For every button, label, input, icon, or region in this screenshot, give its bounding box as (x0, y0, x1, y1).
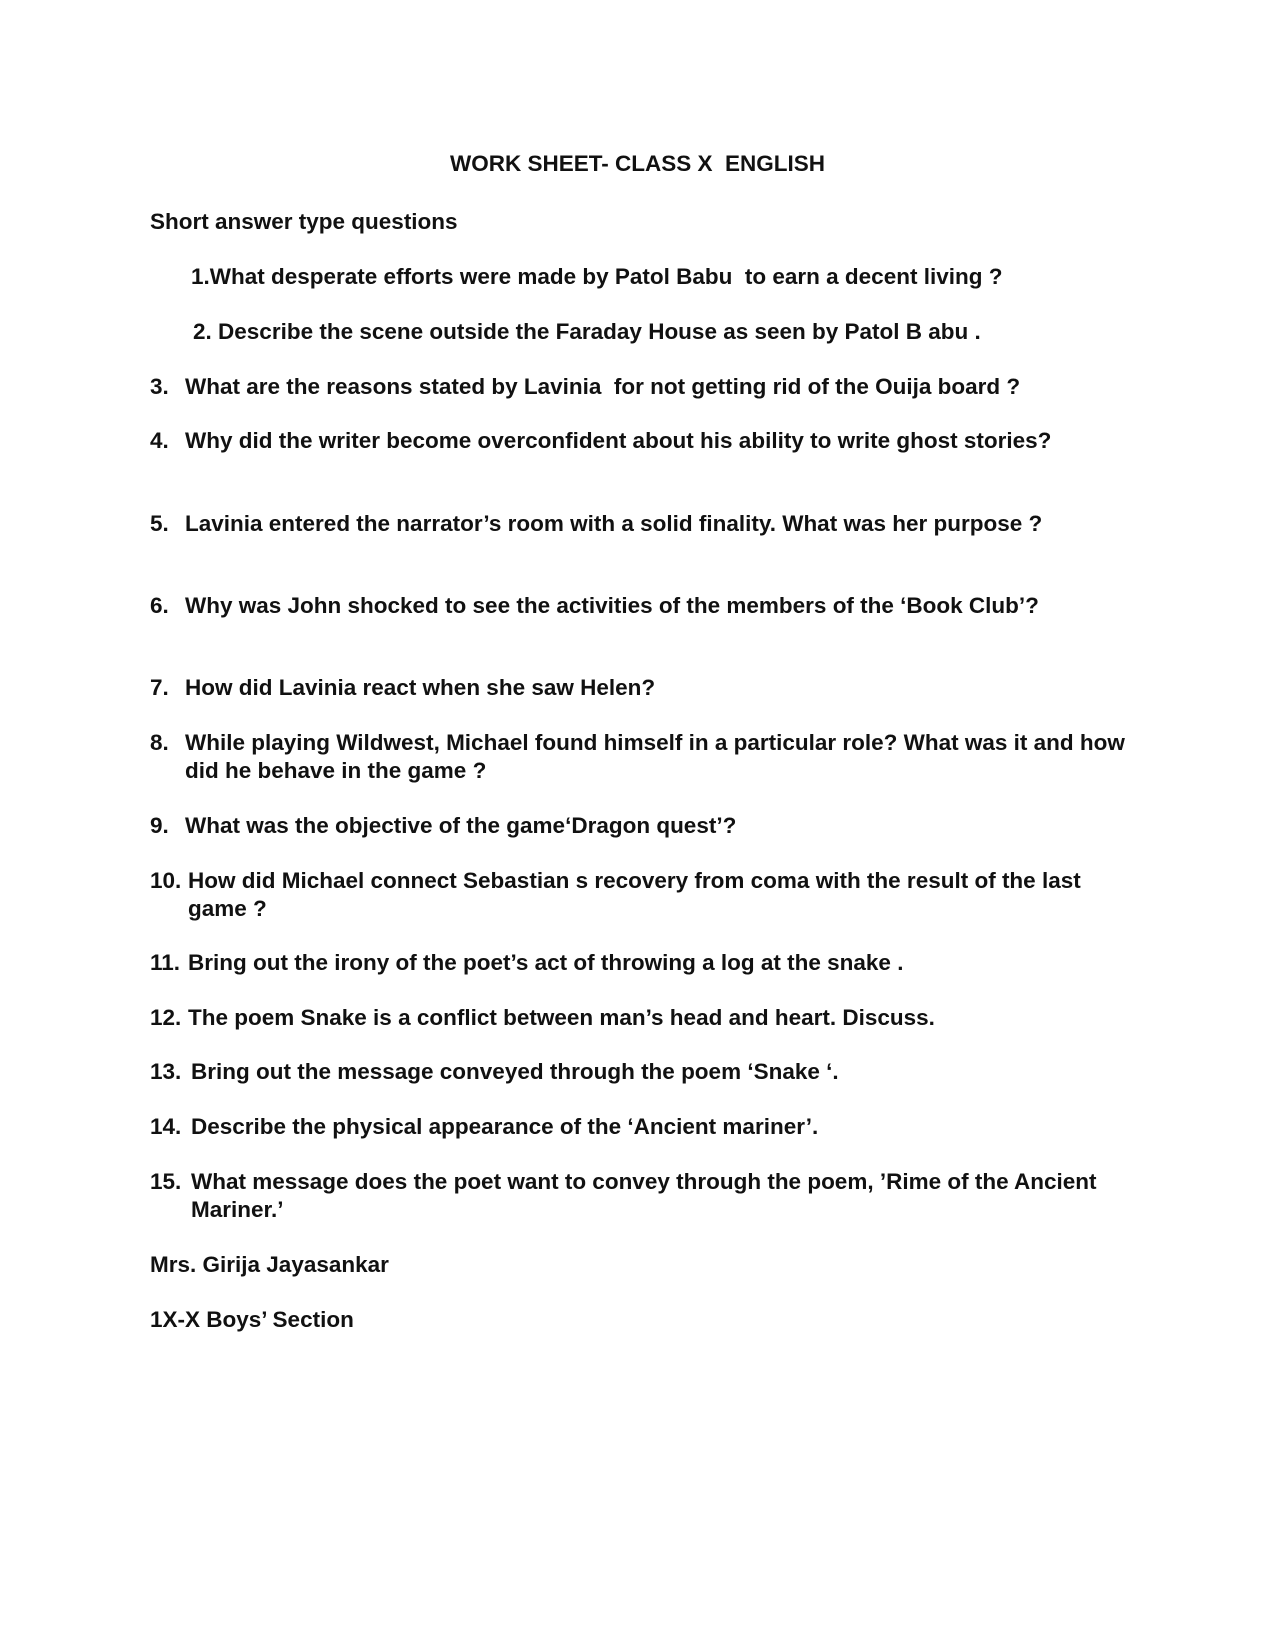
question-text: What desperate efforts were made by Patol Babu to earn a decent living ? (209, 264, 1003, 289)
question-item (150, 1113, 1135, 1141)
question-text: What message does the poet want to convey through the poem, ’Rime of the Ancient Mariner.’ (191, 1169, 1103, 1222)
question-text: Bring out the irony of the poet’s act of throwing a log at the snake . (188, 950, 904, 975)
question-text: How did Lavinia react when she saw Helen? (185, 675, 656, 700)
question-item (150, 812, 1135, 840)
question-item (150, 674, 1135, 702)
question-number: 5. (150, 511, 169, 536)
question-text: Why did the writer become overconfident about his ability to write ghost stories? (185, 428, 1052, 453)
question-text: While playing Wildwest, Michael found himself in a particular role? What was it and how did he behave in the game ? (185, 730, 1132, 783)
question-text: Describe the physical appearance of the ‘Ancient mariner’. (191, 1114, 819, 1139)
question-text: Bring out the message conveyed through the poem ‘Snake ‘. (191, 1059, 839, 1084)
question-number: 6. (150, 593, 169, 618)
question-number: 14. (150, 1114, 182, 1139)
question-number: 11. (150, 950, 181, 975)
question-item (150, 1058, 1135, 1086)
question-item (193, 318, 1143, 346)
question-item (150, 949, 1135, 977)
question-item (191, 263, 1141, 291)
question-number: 8. (150, 730, 169, 755)
question-number: 4. (150, 428, 169, 453)
question-text: Describe the scene outside the Faraday House as seen by Patol B abu . (211, 319, 981, 344)
worksheet-title: WORK SHEET- CLASS X ENGLISH (449, 151, 826, 176)
question-number: 9. (150, 813, 169, 838)
question-item (150, 1168, 1135, 1224)
section-name: 1X-X Boys’ Section (150, 1307, 354, 1332)
question-number: 3. (150, 374, 169, 399)
question-number: 2. (193, 319, 212, 344)
question-text: How did Michael connect Sebastian s recovery from coma with the result of the last game ? (188, 868, 1087, 921)
teacher-name: Mrs. Girija Jayasankar (150, 1252, 389, 1277)
question-text: Lavinia entered the narrator’s room with a solid finality. What was her purpose ? (185, 511, 1043, 536)
question-item (150, 729, 1135, 785)
question-item (150, 867, 1135, 923)
question-item (150, 510, 1135, 538)
question-number: 12. (150, 1005, 182, 1030)
question-number: 10. (150, 868, 182, 893)
question-number: 1. (191, 264, 210, 289)
question-item (150, 373, 1135, 401)
question-item (150, 592, 1135, 620)
question-text: What was the objective of the game‘Dragon quest’? (185, 813, 737, 838)
question-text: Why was John shocked to see the activities of the members of the ‘Book Club’? (185, 593, 1039, 618)
question-item (150, 1004, 1135, 1032)
section-heading: Short answer type questions (150, 209, 458, 234)
question-number: 13. (150, 1059, 182, 1084)
question-text: What are the reasons stated by Lavinia for not getting rid of the Ouija board ? (185, 374, 1021, 399)
question-number: 15. (150, 1169, 182, 1194)
question-text: The poem Snake is a conflict between man’s head and heart. Discuss. (188, 1005, 935, 1030)
question-number: 7. (150, 675, 169, 700)
question-item (150, 427, 1135, 455)
